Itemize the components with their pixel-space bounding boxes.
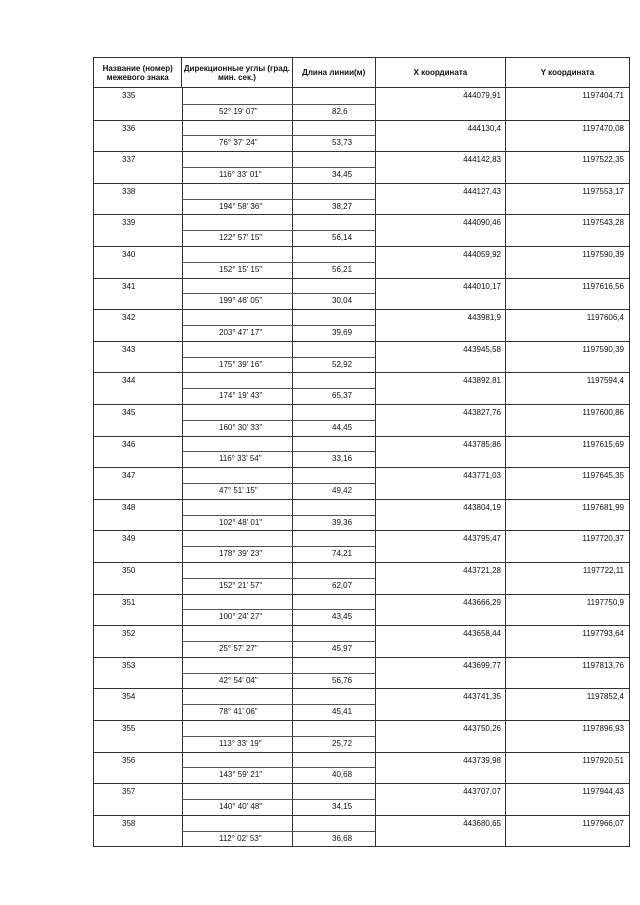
point-name: 354 — [122, 692, 136, 702]
table-row — [94, 388, 629, 404]
y-coordinate: 1197606,4 — [586, 313, 624, 323]
line-length: 33,16 — [332, 454, 353, 464]
header-y: Y координата — [540, 68, 595, 77]
x-coordinate: 444079,91 — [463, 91, 501, 100]
table-row — [94, 578, 629, 594]
point-name: 344 — [122, 376, 136, 386]
x-coordinate: 444127,43 — [463, 186, 501, 196]
line-length: 45,41 — [332, 707, 353, 717]
point-name: 338 — [122, 186, 136, 196]
table-row — [94, 88, 629, 104]
line-length: 74,21 — [332, 549, 353, 559]
line-length: 65,37 — [332, 391, 353, 401]
line-length: 25,72 — [332, 738, 353, 748]
point-name: 357 — [122, 787, 136, 797]
table-row — [94, 246, 629, 263]
line-length: 56,21 — [332, 264, 353, 274]
y-coordinate: 1197404,71 — [582, 91, 624, 100]
table-header — [94, 58, 629, 88]
line-length: 49,42 — [332, 486, 353, 495]
table-row — [94, 341, 629, 358]
direction-angle: 116° 33' 01" — [219, 170, 262, 179]
point-name: 340 — [122, 250, 136, 259]
direction-angle: 152° 21' 57" — [219, 580, 263, 590]
table-row — [94, 562, 629, 579]
point-name: 355 — [122, 724, 136, 733]
y-coordinate: 1197616,56 — [582, 281, 624, 291]
table-row — [94, 325, 629, 341]
table-row — [94, 151, 629, 168]
table-body — [94, 88, 629, 846]
header-length: Длина линии(м) — [293, 58, 376, 87]
y-coordinate: 1197681,99 — [582, 502, 624, 512]
table-row — [94, 372, 629, 389]
table-row — [94, 183, 629, 200]
direction-angle: 52° 19' 07" — [219, 106, 258, 116]
table-row — [94, 230, 629, 246]
y-coordinate: 1197793,64 — [582, 629, 624, 639]
point-name: 335 — [122, 91, 136, 100]
table-row — [94, 278, 629, 295]
table-row — [94, 515, 629, 531]
header-angle: Дирекционные углы (град. мин. сек.) — [182, 58, 292, 87]
table-row — [94, 720, 629, 737]
table-row — [94, 673, 629, 689]
table-row — [94, 467, 629, 484]
table-row — [94, 483, 629, 499]
point-name: 356 — [122, 755, 136, 765]
y-coordinate: 1197600,86 — [582, 408, 624, 417]
y-coordinate: 1197944,43 — [582, 787, 624, 797]
y-coordinate: 1197522,35 — [582, 155, 624, 165]
direction-angle: 140° 40' 48" — [219, 802, 263, 811]
table-row — [94, 641, 629, 657]
x-coordinate: 444142,83 — [463, 155, 501, 165]
y-coordinate: 1197896,93 — [582, 724, 624, 733]
line-length: 53,73 — [332, 138, 353, 148]
table-row — [94, 594, 629, 611]
line-length: 34,45 — [332, 170, 353, 179]
line-length: 44,45 — [332, 422, 353, 432]
point-name: 341 — [122, 281, 136, 291]
table-row — [94, 357, 629, 373]
y-coordinate: 1197645,35 — [582, 471, 624, 481]
y-coordinate: 1197590,39 — [582, 250, 624, 259]
header-name: Название (номер) межевого знака — [94, 58, 182, 87]
line-length: 56,76 — [332, 675, 353, 685]
line-length: 82,6 — [332, 106, 348, 116]
table-row — [94, 436, 629, 453]
table-row — [94, 293, 629, 309]
table-row — [94, 546, 629, 562]
x-coordinate: 443750,26 — [463, 724, 501, 733]
line-length: 45,97 — [332, 644, 353, 653]
direction-angle: 47° 51' 15" — [219, 486, 258, 495]
table-row — [94, 404, 629, 421]
x-coordinate: 443804,19 — [463, 502, 501, 512]
line-length: 56,14 — [332, 233, 353, 243]
point-name: 346 — [122, 439, 136, 449]
x-coordinate: 443827,76 — [463, 408, 501, 417]
x-coordinate: 444059,92 — [463, 250, 501, 259]
table-row — [94, 451, 629, 467]
table-row — [94, 214, 629, 231]
point-name: 350 — [122, 566, 136, 575]
table-row — [94, 420, 629, 436]
coordinates-table — [93, 57, 630, 847]
point-name: 358 — [122, 818, 136, 828]
direction-angle: 152° 15' 15" — [219, 264, 263, 274]
x-coordinate: 443771,03 — [463, 471, 501, 481]
direction-angle: 194° 58' 36" — [219, 201, 263, 211]
y-coordinate: 1197470,08 — [582, 123, 624, 133]
direction-angle: 76° 37' 24" — [219, 138, 258, 148]
point-name: 347 — [122, 471, 136, 481]
y-coordinate: 1197720,37 — [582, 534, 624, 544]
x-coordinate: 443721,28 — [463, 566, 501, 575]
x-coordinate: 443741,35 — [463, 692, 501, 702]
table-row — [94, 752, 629, 769]
y-coordinate: 1197722,11 — [582, 566, 624, 575]
line-length: 34,15 — [332, 802, 353, 811]
direction-angle: 174° 19' 43" — [219, 391, 263, 401]
table-row — [94, 167, 629, 183]
line-length: 52,92 — [332, 359, 353, 369]
direction-angle: 102° 48' 01" — [219, 517, 263, 527]
direction-angle: 42° 54' 04" — [219, 675, 258, 685]
y-coordinate: 1197590,39 — [582, 344, 624, 354]
x-coordinate: 443680,65 — [463, 818, 501, 828]
table-row — [94, 704, 629, 720]
table-row — [94, 135, 629, 151]
point-name: 337 — [122, 155, 136, 165]
table-row — [94, 799, 629, 815]
direction-angle: 160° 30' 33" — [219, 422, 263, 432]
direction-angle: 203° 47' 17" — [219, 328, 263, 337]
table-row — [94, 104, 629, 120]
point-name: 343 — [122, 344, 136, 354]
direction-angle: 143° 59' 21" — [219, 770, 263, 780]
table-row — [94, 815, 629, 832]
table-row — [94, 262, 629, 278]
x-coordinate: 443666,29 — [463, 597, 501, 607]
x-coordinate: 443945,58 — [463, 344, 501, 354]
coordinates-sheet — [93, 57, 630, 847]
point-name: 351 — [122, 597, 136, 607]
x-coordinate: 443981,9 — [467, 313, 501, 323]
line-length: 39,69 — [332, 328, 353, 337]
y-coordinate: 1197852,4 — [586, 692, 624, 702]
direction-angle: 199° 46' 05" — [219, 296, 263, 306]
y-coordinate: 1197750,9 — [586, 597, 624, 607]
table-row — [94, 309, 629, 326]
direction-angle: 178° 39' 23" — [219, 549, 263, 559]
y-coordinate: 1197553,17 — [582, 186, 624, 196]
y-coordinate: 1197813,76 — [582, 660, 624, 670]
line-length: 39,36 — [332, 517, 353, 527]
line-length: 62,07 — [332, 580, 353, 590]
table-row — [94, 199, 629, 215]
line-length: 38,27 — [332, 201, 353, 211]
table-row — [94, 783, 629, 800]
x-coordinate: 443707,07 — [463, 787, 501, 797]
point-name: 348 — [122, 502, 136, 512]
direction-angle: 113° 33' 19" — [219, 738, 262, 748]
x-coordinate: 444130,4 — [467, 123, 501, 133]
point-name: 353 — [122, 660, 136, 670]
table-row — [94, 625, 629, 642]
x-coordinate: 443658,44 — [463, 629, 501, 639]
point-name: 342 — [122, 313, 136, 323]
header-x: X координата — [376, 58, 506, 87]
table-row — [94, 767, 629, 783]
direction-angle: 25° 57' 27" — [219, 644, 258, 653]
y-coordinate: 1197543,28 — [582, 218, 624, 228]
direction-angle: 175° 39' 16" — [219, 359, 263, 369]
point-name: 339 — [122, 218, 136, 228]
point-name: 352 — [122, 629, 136, 639]
point-name: 349 — [122, 534, 136, 544]
y-coordinate: 1197920,51 — [582, 755, 624, 765]
direction-angle: 78° 41' 06" — [219, 707, 258, 717]
x-coordinate: 444090,46 — [463, 218, 501, 228]
x-coordinate: 443795,47 — [463, 534, 501, 544]
y-coordinate: 1197594,4 — [586, 376, 624, 386]
table-row — [94, 499, 629, 516]
table-row — [94, 688, 629, 705]
table-row — [94, 657, 629, 674]
line-length: 30,04 — [332, 296, 353, 306]
direction-angle: 122° 57' 15" — [219, 233, 263, 243]
x-coordinate: 443785,86 — [463, 439, 501, 449]
x-coordinate: 444010,17 — [463, 281, 501, 291]
x-coordinate: 443699,77 — [463, 660, 501, 670]
x-coordinate: 443892,81 — [463, 376, 501, 386]
y-coordinate: 1197966,07 — [582, 818, 624, 828]
table-row — [94, 736, 629, 752]
table-row — [94, 831, 629, 847]
point-name: 345 — [122, 408, 136, 417]
x-coordinate: 443739,98 — [463, 755, 501, 765]
line-length: 40,68 — [332, 770, 353, 780]
table-row — [94, 530, 629, 547]
table-row — [94, 609, 629, 625]
y-coordinate: 1197615,69 — [582, 439, 624, 449]
table-row — [94, 120, 629, 137]
direction-angle: 112° 02' 53" — [219, 833, 262, 843]
direction-angle: 116° 33' 54" — [219, 454, 262, 464]
line-length: 43,45 — [332, 612, 353, 622]
line-length: 36,68 — [332, 833, 353, 843]
point-name: 336 — [122, 123, 136, 133]
direction-angle: 100° 24' 27" — [219, 612, 263, 622]
